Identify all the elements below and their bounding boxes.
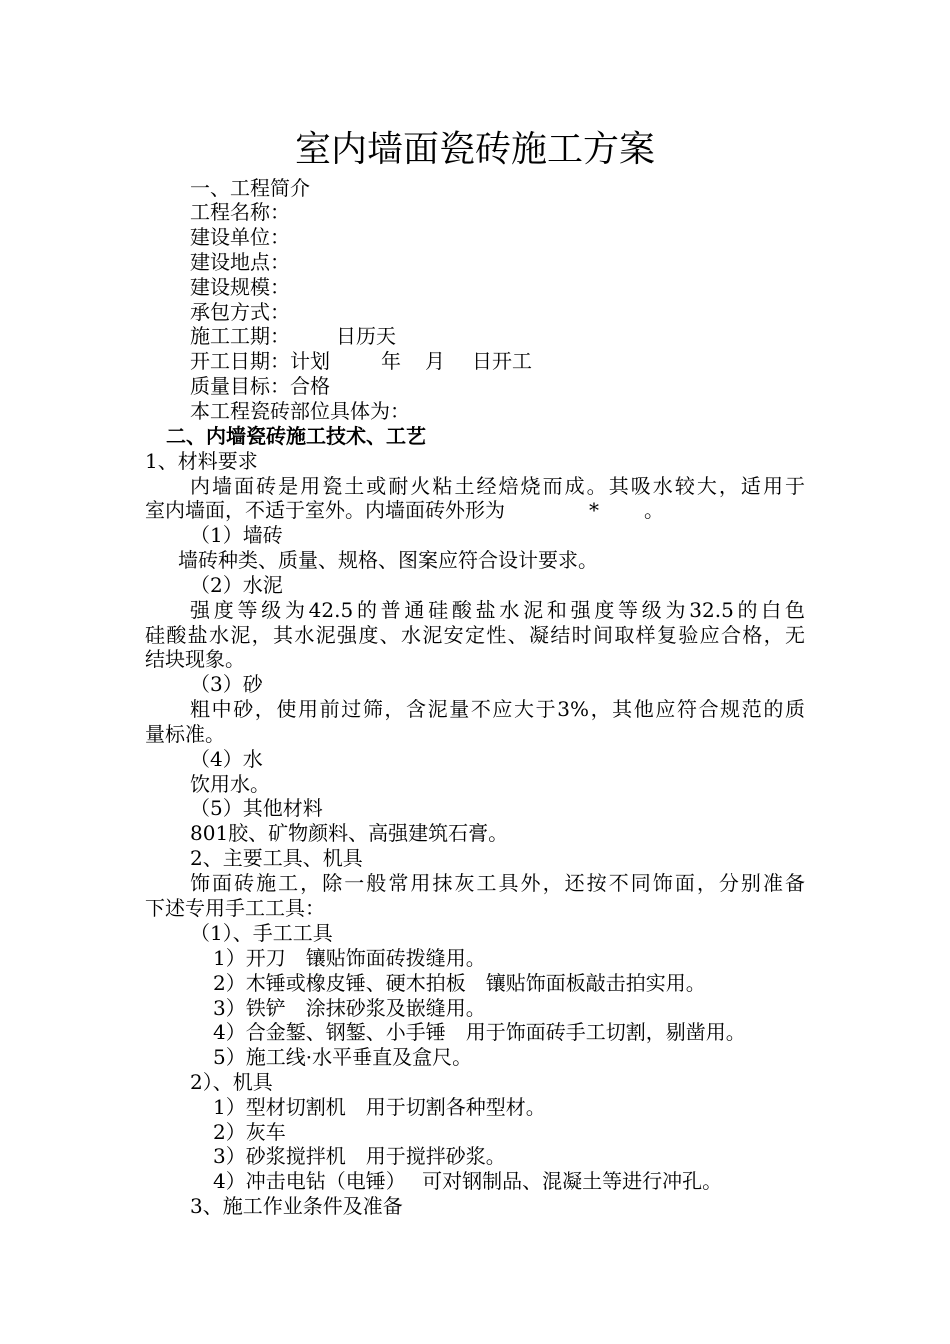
cement-heading: （2）水泥 <box>190 573 283 597</box>
contract-mode-line: 承包方式： <box>190 300 290 324</box>
cement-paragraph-line-1: 强度等级为42.5的普通硅酸盐水泥和强度等级为32.5的白色 <box>190 598 805 622</box>
section-1-heading: 一、工程简介 <box>190 176 310 200</box>
tools-paragraph-line-1: 饰面砖施工，除一般常用抹灰工具外，还按不同饰面，分别准备 <box>190 871 805 895</box>
machinery-item: 1）型材切割机 用于切割各种型材。 <box>213 1095 546 1119</box>
tools-paragraph-line-2: 下述专用手工工具： <box>145 896 325 920</box>
other-materials-text: 801胶、矿物颜料、高强建筑石膏。 <box>190 821 509 845</box>
start-date-day: 日开工 <box>472 349 532 373</box>
hand-tool-item: 1）开刀 镶贴饰面砖拨缝用。 <box>213 946 486 970</box>
brick-text: 墙砖种类、质量、规格、图案应符合设计要求。 <box>178 548 598 572</box>
hand-tool-item: 2）木锤或橡皮锤、硬木拍板 镶贴饰面板敲击拍实用。 <box>213 971 706 995</box>
tile-shape-star: * <box>589 498 599 522</box>
sand-paragraph-line-1: 粗中砂，使用前过筛，含泥量不应大于3%，其他应符合规范的质 <box>190 697 805 721</box>
hand-tools-heading: （1）、手工工具 <box>190 921 333 945</box>
materials-paragraph-line-2: 室内墙面，不适于室外。内墙面砖外形为 <box>145 498 505 522</box>
start-date-label: 开工日期：计划 <box>190 349 330 373</box>
other-materials-heading: （5）其他材料 <box>190 796 323 820</box>
quality-line: 质量目标：合格 <box>190 374 330 398</box>
machinery-item: 3）砂浆搅拌机 用于搅拌砂浆。 <box>213 1144 506 1168</box>
scale-line: 建设规模： <box>190 275 290 299</box>
duration-label: 施工工期： <box>190 324 290 348</box>
hand-tool-item: 4）合金錾、钢錾、小手锤 用于饰面砖手工切割，剔凿用。 <box>213 1020 746 1044</box>
duration-unit: 日历天 <box>336 324 396 348</box>
machinery-heading: 2）、机具 <box>190 1070 273 1094</box>
start-date-month: 月 <box>425 349 445 373</box>
start-date-year: 年 <box>381 349 401 373</box>
materials-heading: 1、材料要求 <box>145 449 258 473</box>
brick-heading: （1）墙砖 <box>190 523 283 547</box>
cement-paragraph-line-2: 硅酸盐水泥，其水泥强度、水泥安定性、凝结时间取样复验应合格，无 <box>145 623 805 647</box>
water-text: 饮用水。 <box>190 772 270 796</box>
tile-parts-line: 本工程瓷砖部位具体为： <box>190 399 410 423</box>
site-line: 建设地点： <box>190 250 290 274</box>
preparation-heading: 3、施工作业条件及准备 <box>190 1194 403 1218</box>
document-title: 室内墙面瓷砖施工方案 <box>294 129 655 170</box>
builder-line: 建设单位： <box>190 225 290 249</box>
hand-tool-item: 3）铁铲 涂抹砂浆及嵌缝用。 <box>213 996 486 1020</box>
tile-shape-period: 。 <box>644 498 664 522</box>
sand-heading: （3）砂 <box>190 672 263 696</box>
project-name-line: 工程名称： <box>190 200 290 224</box>
water-heading: （4）水 <box>190 747 263 771</box>
tools-heading: 2、主要工具、机具 <box>190 846 363 870</box>
hand-tool-item: 5）施工线·水平垂直及盒尺。 <box>213 1045 473 1069</box>
machinery-item: 4）冲击电钻（电锤） 可对钢制品、混凝土等进行冲孔。 <box>213 1169 723 1193</box>
cement-paragraph-line-3: 结块现象。 <box>145 647 245 671</box>
section-2-heading: 二、内墙瓷砖施工技术、工艺 <box>166 424 426 448</box>
machinery-item: 2）灰车 <box>213 1120 286 1144</box>
sand-paragraph-line-2: 量标准。 <box>145 722 225 746</box>
materials-paragraph-line-1: 内墙面砖是用瓷土或耐火粘土经焙烧而成。其吸水较大，适用于 <box>190 474 805 498</box>
